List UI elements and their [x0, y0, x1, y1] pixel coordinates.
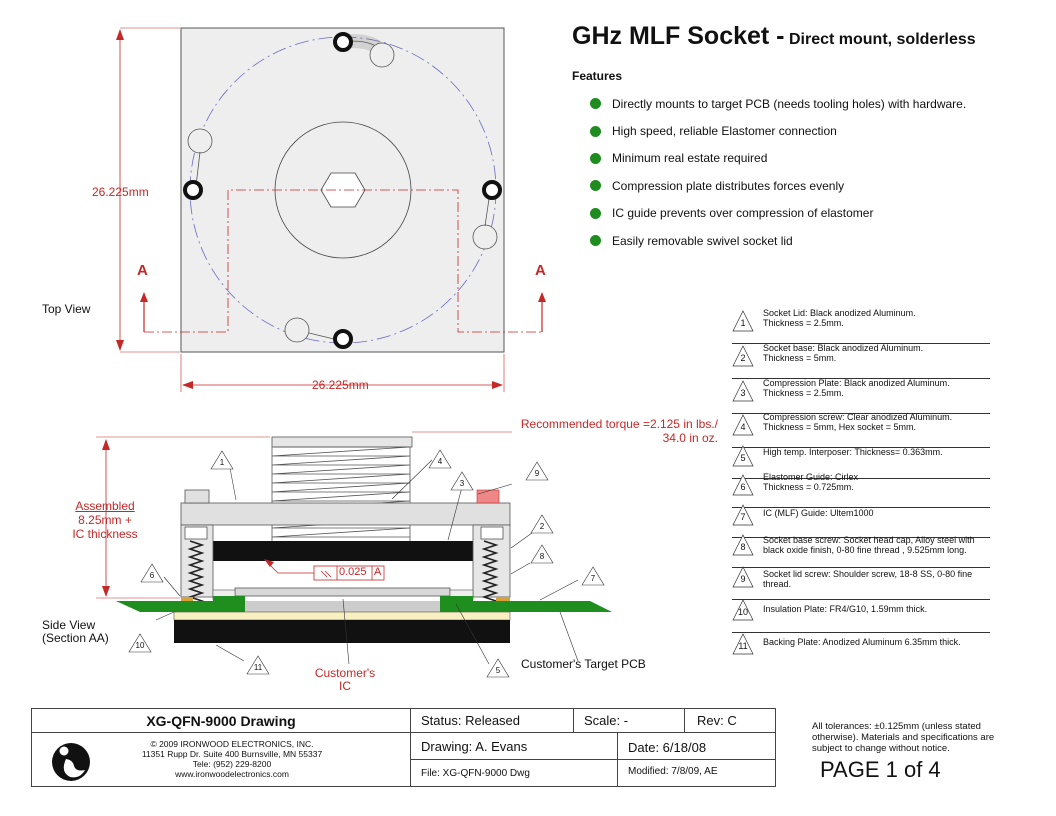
title-main: GHz MLF Socket -	[572, 22, 785, 50]
drawing-title: XG-QFN-9000 Drawing	[31, 708, 411, 733]
date-field: Date: 6/18/08	[617, 732, 776, 760]
top-view-label: Top View	[42, 302, 91, 316]
callout-9: 9	[534, 469, 540, 478]
top-view-width-dimension: 26.225mm	[312, 378, 369, 392]
callout-4: 4	[437, 457, 443, 466]
callout-11: 11	[253, 663, 263, 672]
feature-item: High speed, reliable Elastomer connection	[590, 117, 1030, 144]
bullet-icon	[590, 235, 601, 246]
callout-7: 7	[590, 574, 596, 583]
bullet-icon	[590, 153, 601, 164]
file-field: File: XG-QFN-9000 Dwg	[410, 759, 618, 787]
callout-5: 5	[495, 666, 501, 675]
bullet-icon	[590, 126, 601, 137]
tolerance-datum: A	[374, 566, 382, 578]
callout-10: 10	[135, 641, 145, 650]
customers-ic-label: Customer's IC	[314, 666, 376, 693]
feature-item: Compression plate distributes forces evenly	[590, 172, 1030, 199]
legend-item-3: 3 Compression Plate: Black anodized Aluminum. Thickness = 2.5mm.	[732, 378, 990, 414]
company-info: © 2009 IRONWOOD ELECTRONICS, INC. 11351 Rupp Dr. Suite 400 Burnsville, MN 55337 Tele: (952) 229-8200 www.ironwoodelectronics.com	[31, 732, 411, 787]
assembled-dimension-ic: IC thickness	[72, 527, 138, 541]
legend-item-8: 8 Socket base screw: Socket head cap, Alloy steel with black oxide finish, 0-80 fine thread , 9.525mm long.	[732, 532, 990, 568]
modified-field: Modified: 7/8/09, AE	[617, 759, 776, 787]
callout-3: 3	[459, 479, 465, 488]
section-marker-right: A	[535, 262, 546, 279]
feature-item: IC guide prevents over compression of elastomer	[590, 200, 1030, 227]
callout-8: 8	[539, 552, 545, 561]
tolerances-note: All tolerances: ±0.125mm (unless stated otherwise). Materials and specifications are subject to change without notice.	[812, 721, 995, 754]
feature-item: Easily removable swivel socket lid	[590, 227, 1030, 254]
legend-item-1: 1 Socket Lid: Black anodized Aluminum. Thickness = 2.5mm.	[732, 308, 990, 344]
title-subtitle: Direct mount, solderless	[788, 31, 976, 48]
page-title	[572, 22, 976, 51]
status-field: Status: Released	[410, 708, 574, 733]
top-view-height-dimension: 26.225mm	[92, 185, 149, 199]
feature-item: Directly mounts to target PCB (needs tooling holes) with hardware.	[590, 90, 1030, 117]
bullet-icon	[590, 180, 601, 191]
rev-field: Rev: C	[684, 708, 776, 733]
target-pcb-label: Customer's Target PCB	[521, 657, 646, 671]
scale-field: Scale: -	[573, 708, 685, 733]
features-heading: Features	[572, 69, 623, 83]
bullet-icon	[590, 98, 601, 109]
assembled-dimension: Assembled 8.25mm +	[75, 499, 135, 527]
bullet-icon	[590, 208, 601, 219]
page-number: PAGE 1 of 4	[820, 757, 941, 782]
feature-item: Minimum real estate required	[590, 145, 1030, 172]
top-view-drawing	[116, 28, 546, 392]
section-marker-left: A	[137, 262, 148, 279]
legend-item-10: 10 Insulation Plate: FR4/G10, 1.59mm thick.	[732, 597, 990, 633]
legend-item-5: 5 High temp. Interposer: Thickness= 0.363mm.	[732, 443, 990, 479]
features-list	[590, 90, 1030, 254]
side-view-label: Side View (Section AA)	[42, 618, 109, 645]
callout-2: 2	[539, 522, 545, 531]
legend-item-4: 4 Compression screw: Clear anodized Aluminum. Thickness = 5mm, Hex socket = 5mm.	[732, 412, 990, 448]
callout-1: 1	[219, 458, 225, 467]
legend-item-7: 7 IC (MLF) Guide: Ultem1000	[732, 502, 990, 538]
legend-item-9: 9 Socket lid screw: Shoulder screw, 18-8 SS, 0-80 fine thread.	[732, 564, 990, 600]
legend-item-11: 11 Backing Plate: Anodized Aluminum 6.35mm thick.	[732, 631, 990, 666]
legend-item-6: 6 Elastomer Guide: Cirlex Thickness = 0.725mm.	[732, 472, 990, 508]
drawing-by-field: Drawing: A. Evans	[410, 732, 618, 760]
torque-note: Recommended torque =2.125 in lbs./ 34.0 in oz.	[520, 417, 718, 445]
legend-item-2: 2 Socket base: Black anodized Aluminum. Thickness = 5mm.	[732, 343, 990, 379]
tolerance-value: 0.025	[339, 566, 367, 578]
callout-6: 6	[149, 571, 155, 580]
